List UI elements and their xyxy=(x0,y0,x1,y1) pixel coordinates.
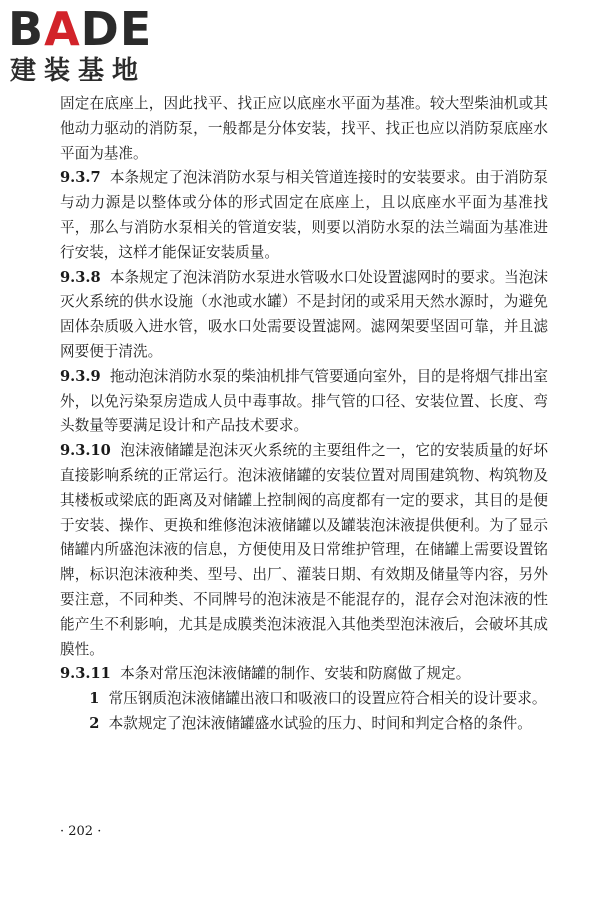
clause-9-3-11 xyxy=(60,662,548,687)
item-number: 2 xyxy=(89,714,100,732)
clause-number: 9.3.10 xyxy=(60,442,111,460)
item-text: 常压钢质泡沫液储罐出液口和吸液口的设置应符合相关的设计要求。 xyxy=(108,690,547,708)
clause-text: 本条规定了泡沫消防水泵与相关管道连接时的安装要求。由于消防泵与动力源是以整体或分体的形式固定在底座上，且以底座水平面为基准找平，那么与消防水泵相关的管道安装，则要以消防水泵的法兰端面为基准进行安装，这样才能保证安装质量。 xyxy=(60,169,548,261)
clause-number: 9.3.9 xyxy=(60,367,101,385)
clause-9-3-10 xyxy=(60,439,548,662)
clause-text: 本条规定了泡沫消防水泵进水管吸水口处设置滤网时的要求。当泡沫灭火系统的供水设施（水池或水罐）不是封闭的或采用天然水源时，为避免固体杂质吸入进水管，吸水口处需要设置滤网。滤网架要坚固可靠，并且滤网要便于清洗。 xyxy=(60,268,548,360)
paragraph-continuation xyxy=(60,92,548,166)
logo-subtitle: 建装基地 xyxy=(10,56,147,86)
logo xyxy=(8,4,178,90)
clause-9-3-9 xyxy=(60,365,548,439)
clause-number: 9.3.11 xyxy=(60,665,111,683)
clause-text: 本条对常压泡沫液储罐的制作、安装和防腐做了规定。 xyxy=(120,665,471,683)
item-number: 1 xyxy=(89,690,100,708)
item-text: 本款规定了泡沫液储罐盛水试验的压力、时间和判定合格的条件。 xyxy=(108,714,532,732)
logo-wordmark xyxy=(8,4,152,54)
logo-letter-b: B xyxy=(8,2,45,56)
logo-letter-a: A xyxy=(44,2,81,56)
clause-9-3-7 xyxy=(60,166,548,265)
clause-9-3-8 xyxy=(60,266,548,365)
clause-number: 9.3.8 xyxy=(60,268,101,286)
list-item-2 xyxy=(60,712,548,737)
clause-text: 泡沫液储罐是泡沫灭火系统的主要组件之一，它的安装质量的好坏直接影响系统的正常运行。泡沫液储罐的安装位置对周围建筑物、构筑物及其楼板或梁底的距离及对储罐上控制阀的高度都有一定的要求，其目的是便于安装、操作、更换和维修泡沫液储罐以及罐装泡沫液提供便利。为了显示储罐内所盛泡沫液的信息，方便使用及日常维护管理，在储罐上需要设置铭牌，标识泡沫液种类、型号、出厂、灌装日期、有效期及储量等内容，另外要注意，不同种类、不同牌号的泡沫液是不能混存的，混存会对泡沫液的性能产生不利影响，尤其是成膜类泡沫液混入其他类型泡沫液后，会破坏其成膜性。 xyxy=(60,442,548,658)
document-body xyxy=(60,92,548,737)
clause-number: 9.3.7 xyxy=(60,169,101,187)
page-number: · 202 · xyxy=(60,824,102,839)
clause-text: 拖动泡沫消防水泵的柴油机排气管要通向室外，目的是将烟气排出室外，以免污染泵房造成人员中毒事故。排气管的口径、安装位置、长度、弯头数量等要满足设计和产品技术要求。 xyxy=(60,367,548,435)
logo-letters-de: DE xyxy=(80,2,153,56)
list-item-1 xyxy=(60,687,548,712)
paragraph-text: 固定在底座上，因此找平、找正应以底座水平面为基准。较大型柴油机或其他动力驱动的消防泵，一般都是分体安装，找平、找正也应以消防泵底座水平面为基准。 xyxy=(60,95,548,162)
